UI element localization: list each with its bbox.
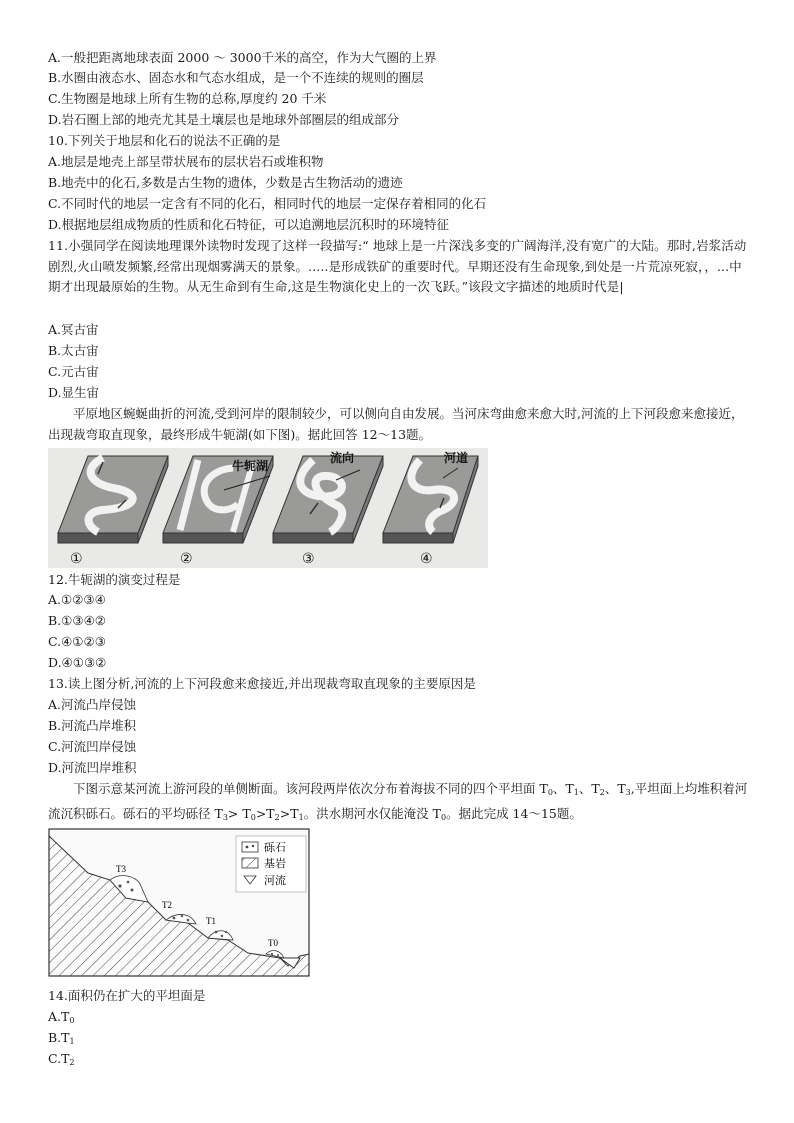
- gt-1: >: [227, 805, 243, 821]
- q9-option-b: B.水圈由液态水、固态水和气态水组成，是一个不连续的规则的圈层: [48, 70, 424, 85]
- oxbow-lake-figure: [48, 448, 488, 568]
- q9-option-a: A.一般把距离地球表面 2000 ～ 3000千米的高空，作为大气圈的上界: [48, 50, 437, 65]
- q14-option-a: [48, 1007, 74, 1030]
- q14-option-b: [48, 1028, 75, 1051]
- sep-1: 、: [552, 781, 566, 796]
- q12-option-b: B.①③④②: [48, 613, 106, 628]
- q13-option-b: B.河流凸岸堆积: [48, 718, 137, 733]
- passage2-after-t3: ,平坦面上均堆积着河流沉积砾石: [48, 781, 748, 821]
- q14-c-text: C.T: [48, 1051, 70, 1066]
- q10-option-d: D.根据地层组成物质的性质和化石特征，可以追溯地层沉积时的环境特征: [48, 217, 450, 232]
- label-num-3: ③: [302, 551, 315, 567]
- sub-1b: 1: [298, 812, 304, 822]
- terrace-label-t1: T1: [206, 916, 216, 926]
- q14-option-c: [48, 1049, 75, 1072]
- passage2-part1: 下图示意某河流上游河段的单侧断面。该河段两岸依次分布着海拔不同的四个平坦面 T: [73, 781, 548, 796]
- sub-0b: 0: [250, 812, 256, 822]
- q13-option-d: D.河流凹岸堆积: [48, 760, 137, 775]
- q9-option-d: D.岩石圈上部的地壳尤其是土壤层也是地球外部圈层的组成部分: [48, 112, 400, 127]
- sep-2: 、: [578, 781, 592, 796]
- q13-option-a: A.河流凸岸侵蚀: [48, 697, 137, 712]
- q9-option-c: C.生物圈是地球上所有生物的总称,厚度约 20 千米: [48, 91, 327, 106]
- legend: [236, 836, 306, 892]
- sub-3b: 3: [222, 812, 228, 822]
- q14-a-sub: 0: [69, 1016, 75, 1025]
- label-oxbow: 牛轭湖: [232, 459, 269, 473]
- q12-option-d: D.④①③②: [48, 655, 107, 670]
- gt-3: >: [279, 805, 291, 821]
- q10-stem: 10.下列关于地层和化石的说法不正确的是: [48, 133, 281, 148]
- q12-stem: 12.牛轭湖的演变过程是: [48, 572, 181, 587]
- q11-option-c: C.元古宙: [48, 364, 99, 379]
- label-num-1: ①: [70, 551, 83, 567]
- sub-2b: 2: [274, 812, 280, 822]
- sub-2: 2: [599, 788, 605, 797]
- q11-stem: 11.小强同学在阅读地理课外读物时发现了这样一段描写:“ 地球上是一片深浅多变的广阔海洋,没有宽广的大陆。那时,岩浆活动剧烈,火山喷发频繁,经常出现烟雾满天的景象。.....是形成铁矿的重要时代。早期还没有生命现象,到处是一片荒凉死寂，，...中期才出现最原始的生物。从无生命到有生命,这是生物演化史上的一次飞跃。”该段文字描述的地质时代是|: [48, 238, 747, 294]
- q11-option-b: B.太古宙: [48, 343, 99, 358]
- q10-option-a: A.地层是地壳上部呈带状展布的层状岩石或堆积物: [48, 154, 324, 169]
- passage-oxbow: 平原地区蜿蜒曲折的河流,受到河岸的限制较少，可以侧向自由发展。当河床弯曲愈来愈大时,河流的上下河段愈来愈接近，出现裁弯取直现象，最终形成牛轭湖(如下图)。据此回答 12～13题。: [48, 406, 744, 442]
- terrace-label-t3: T3: [116, 864, 126, 874]
- q14-b-text: B.T: [48, 1030, 70, 1045]
- gt-2: >: [255, 805, 267, 821]
- q10-option-b: B.地壳中的化石,多数是古生物的遗体，少数是古生物活动的遗迹: [48, 175, 403, 190]
- label-num-4: ④: [420, 551, 433, 567]
- label-channel: 河道: [444, 451, 469, 465]
- legend-bedrock: 基岩: [264, 858, 286, 870]
- passage-terraces: 下图示意某河流上游河段的单侧断面。该河段两岸依次分布着海拔不同的四个平坦面 $T_0$、$T_1$、$T_2$、$T_3$,平坦面上均堆积着河流沉积砾石。砾石的平均砾径 $T_3> T_0>T_2>T_1$。洪水期河水仅能淹没 $T_0$。据此完成 14～15题。: [48, 781, 748, 822]
- q11-option-a: A.冥古宙: [48, 322, 99, 337]
- q11-option-d: D.显生宙: [48, 385, 100, 400]
- terrace-label-t2: T2: [162, 900, 172, 910]
- q13-option-c: C.河流凹岸侵蚀: [48, 739, 137, 754]
- label-num-2: ②: [180, 551, 193, 567]
- legend-gravel: 砾石: [264, 842, 286, 854]
- label-flow: 流向: [330, 451, 355, 465]
- q14-a-text: A.T: [48, 1009, 70, 1024]
- q12-option-a: A.①②③④: [48, 592, 106, 607]
- terrace-label-t0: T0: [268, 938, 278, 948]
- sep-3: 、: [604, 781, 618, 796]
- passage2-part2: 。砾石的平均砾径 T: [110, 805, 223, 821]
- passage2-part4: 。据此完成 14～15题。: [446, 805, 582, 821]
- q14-stem: 14.面积仍在扩大的平坦面是: [48, 988, 206, 1003]
- sub-0: 0: [547, 788, 553, 797]
- sub-1: 1: [573, 788, 579, 797]
- sub-3: 3: [625, 788, 631, 797]
- terrace-figure: [48, 828, 310, 978]
- sub-0c: 0: [440, 812, 447, 822]
- q12-option-c: C.④①②③: [48, 634, 106, 649]
- q13-stem: 13.读上图分析,河流的上下河段愈来愈接近,并出现裁弯取直现象的主要原因是: [48, 676, 476, 691]
- passage2-part3: 。洪水期河水仅能淹没 T: [303, 805, 441, 821]
- q14-c-sub: 2: [69, 1058, 75, 1067]
- q10-option-c: C.不同时代的地层一定含有不同的化石，相同时代的地层一定保存着相同的化石: [48, 196, 487, 211]
- legend-river: 河流: [264, 875, 286, 887]
- q14-b-sub: 1: [69, 1037, 75, 1046]
